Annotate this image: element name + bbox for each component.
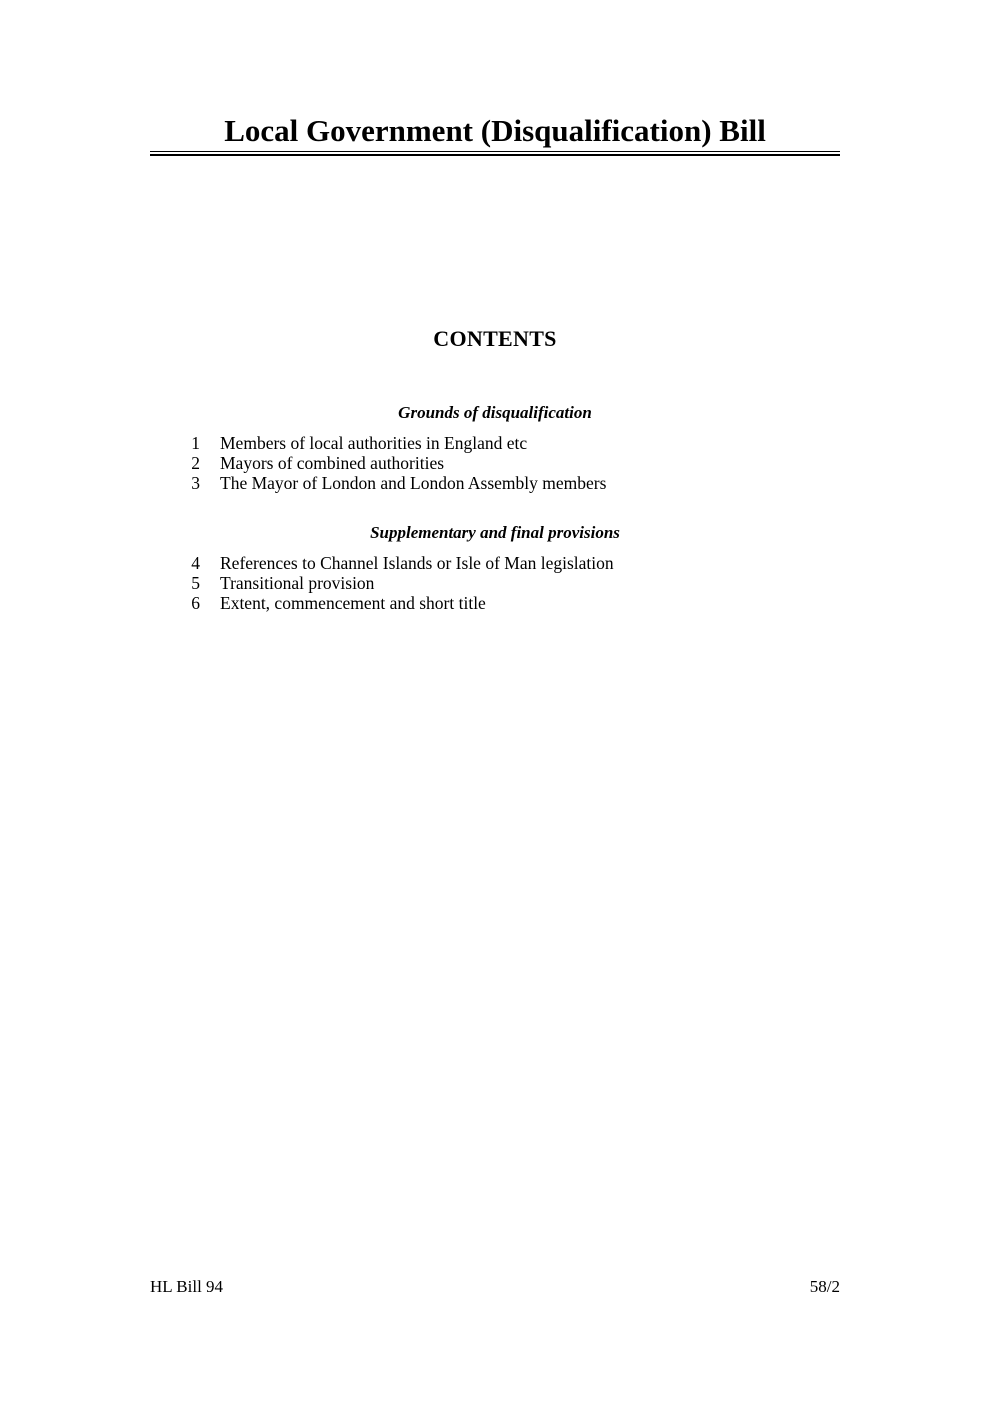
toc-item-title[interactable]: The Mayor of London and London Assembly members	[220, 473, 607, 493]
toc-item-title[interactable]: References to Channel Islands or Isle of Man legislation	[220, 553, 614, 573]
toc-item-number: 5	[191, 573, 200, 593]
toc-item-title[interactable]: Mayors of combined authorities	[220, 453, 445, 473]
toc-list-supplementary	[180, 553, 820, 613]
toc-item[interactable]	[180, 573, 820, 593]
title-rule-thin	[150, 151, 840, 152]
toc-item-title[interactable]: Transitional provision	[220, 573, 375, 593]
document-title: Local Government (Disqualification) Bill	[224, 113, 766, 148]
toc-item-number: 6	[191, 593, 200, 613]
contents-heading: CONTENTS	[433, 326, 557, 351]
toc-item-title[interactable]: Members of local authorities in England etc	[220, 433, 528, 453]
footer-print-number: 58/2	[809, 1277, 840, 1296]
toc-item-number: 4	[191, 553, 200, 573]
toc-item[interactable]	[180, 433, 820, 453]
toc-item-title[interactable]: Extent, commencement and short title	[220, 593, 486, 613]
footer-bill-number: HL Bill 94	[150, 1277, 224, 1296]
toc-item[interactable]	[180, 453, 820, 473]
title-rule-thick	[150, 154, 840, 156]
toc-item[interactable]	[180, 473, 820, 493]
toc-item[interactable]	[180, 553, 820, 573]
toc-item[interactable]	[180, 593, 820, 613]
toc-item-number: 2	[191, 453, 200, 473]
group-heading-grounds: Grounds of disqualification	[398, 403, 592, 422]
toc-item-number: 1	[191, 433, 200, 453]
toc-list-grounds	[180, 433, 820, 493]
toc-item-number: 3	[191, 473, 200, 493]
group-heading-supplementary: Supplementary and final provisions	[370, 523, 620, 542]
